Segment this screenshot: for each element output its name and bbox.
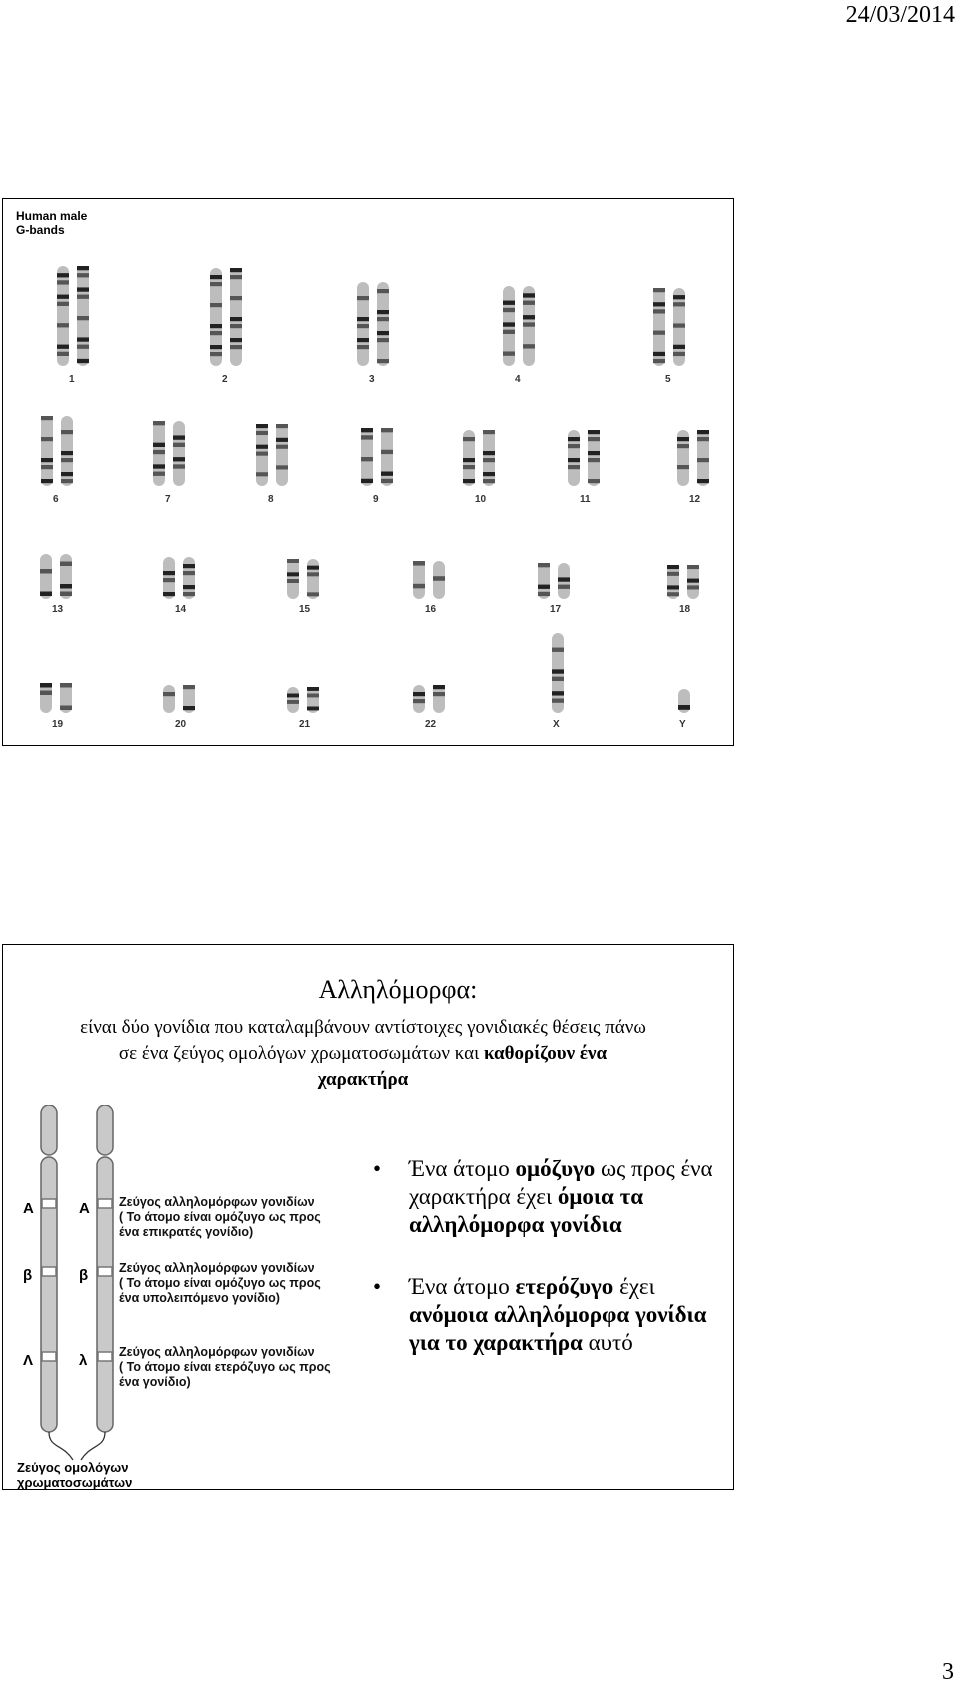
definition-line1: είναι δύο γονίδια που καταλαμβάνουν αντίστοιχες γονιδιακές θέσεις πάνω — [80, 1017, 646, 1038]
chromosome-label: 11 — [580, 494, 591, 505]
allele-left-1: A — [23, 1200, 34, 1217]
bullet-list — [373, 1155, 723, 1357]
homologous-pair-label — [17, 1460, 132, 1490]
chromosome-right — [97, 1105, 113, 1432]
bullet-dot: • — [373, 1274, 382, 1299]
karyotype-title-line2: G-bands — [16, 223, 65, 237]
chromosome-label: 14 — [175, 604, 187, 615]
bullet2-text-a: Ένα άτομο — [409, 1274, 516, 1299]
bullet2-bold-term: ετερόζυγο — [515, 1274, 614, 1299]
slide-date: 24/03/2014 — [845, 2, 955, 28]
chromosome-label: 20 — [175, 719, 187, 730]
annotation-2-line1: Ζεύγος αλληλομόρφων γονιδίων — [119, 1261, 315, 1275]
chromosome-label: X — [553, 719, 560, 730]
chromosome-label: 15 — [299, 604, 311, 615]
annotation-2-line3: ένα υπολειπόμενο γονίδιο) — [119, 1291, 280, 1305]
allele-right-2: β — [79, 1267, 89, 1284]
bullet2-bold-d: ανόμοια αλληλόμορφα γονίδια για το χαρακτήρα — [409, 1302, 707, 1355]
annotation-3-line2: ( Το άτομο είναι ετερόζυγο ως προς — [119, 1360, 331, 1374]
annotation-homozygous-dominant — [119, 1195, 321, 1240]
slide-title: Αλληλόμορφα: — [318, 975, 478, 1004]
allele-right-1: A — [79, 1200, 90, 1217]
pair-label-line1: Ζεύγος ομολόγων — [17, 1460, 129, 1475]
page-number: 3 — [942, 1659, 954, 1685]
chromosome-label: 18 — [679, 604, 691, 615]
bullet2-text-c: έχει — [613, 1274, 655, 1299]
homologous-chromosomes-diagram — [3, 1105, 123, 1435]
allele-left-3: Λ — [23, 1352, 34, 1369]
chromosome-label: 16 — [425, 604, 437, 615]
chromosome-label: 4 — [515, 374, 521, 385]
chromosome-label: 13 — [52, 604, 64, 615]
alleles-slide — [2, 944, 734, 1490]
definition-line3: χαρακτήρα — [317, 1069, 409, 1090]
bullet1-bold-term: ομόζυγο — [515, 1156, 596, 1181]
definition-line2-text: σε ένα ζεύγος ομολόγων χρωματοσωμάτων και — [118, 1043, 484, 1064]
chromosome-label: 21 — [299, 719, 311, 730]
karyotype-title-line1: Human male — [16, 209, 88, 223]
pair-label-line2: χρωματοσωμάτων — [17, 1475, 133, 1490]
definition-line2 — [33, 1041, 693, 1067]
chromosome-label: 1 — [69, 374, 75, 385]
annotation-1-line3: ένα επικρατές γονίδιο) — [119, 1225, 254, 1239]
allele-right-3: λ — [79, 1352, 88, 1369]
karyotype-title — [16, 209, 87, 237]
bullet1-text-a: Ένα άτομο — [409, 1156, 516, 1181]
chromosome-label: Y — [679, 719, 686, 730]
annotation-heterozygous — [119, 1345, 331, 1390]
chromosome-label: 10 — [475, 494, 487, 505]
allele-definition — [33, 1015, 693, 1093]
annotation-3-line1: Ζεύγος αλληλομόρφων γονιδίων — [119, 1345, 315, 1359]
bullet-heterozygous — [373, 1273, 723, 1357]
bullet-dot: • — [373, 1156, 382, 1181]
chromosome-label: 5 — [665, 374, 671, 385]
bullet1-bold-d: όμοια τα αλληλόμορφα γονίδια — [409, 1184, 644, 1237]
chromosome-left — [41, 1105, 57, 1432]
chromosome-label: 8 — [268, 494, 274, 505]
bullet-homozygous — [373, 1155, 723, 1239]
chromosome-label: 17 — [550, 604, 562, 615]
chromosome-label: 19 — [52, 719, 64, 730]
karyotype-slide — [2, 198, 734, 746]
annotation-1-line1: Ζεύγος αλληλομόρφων γονιδίων — [119, 1195, 315, 1209]
chromosome-label: 6 — [53, 494, 59, 505]
annotation-3-line3: ένα γονίδιο) — [119, 1375, 191, 1389]
chromosome-label: 7 — [165, 494, 171, 505]
annotation-homozygous-recessive — [119, 1261, 321, 1306]
bullet1-text-c: ως προς ένα χαρακτήρα έχει — [409, 1156, 713, 1209]
chromosome-label: 9 — [373, 494, 379, 505]
chromosome-label: 12 — [689, 494, 701, 505]
chromosome-label: 2 — [222, 374, 228, 385]
annotation-1-line2: ( Το άτομο είναι ομόζυγο ως προς — [119, 1210, 321, 1224]
bullet2-text-e: αυτό — [582, 1330, 633, 1355]
chromosome-label: 3 — [369, 374, 375, 385]
allele-left-2: β — [23, 1267, 33, 1284]
definition-line2-bold: καθορίζουν ένα — [484, 1043, 608, 1064]
annotation-2-line2: ( Το άτομο είναι ομόζυγο ως προς — [119, 1276, 321, 1290]
chromosome-label: 22 — [425, 719, 437, 730]
